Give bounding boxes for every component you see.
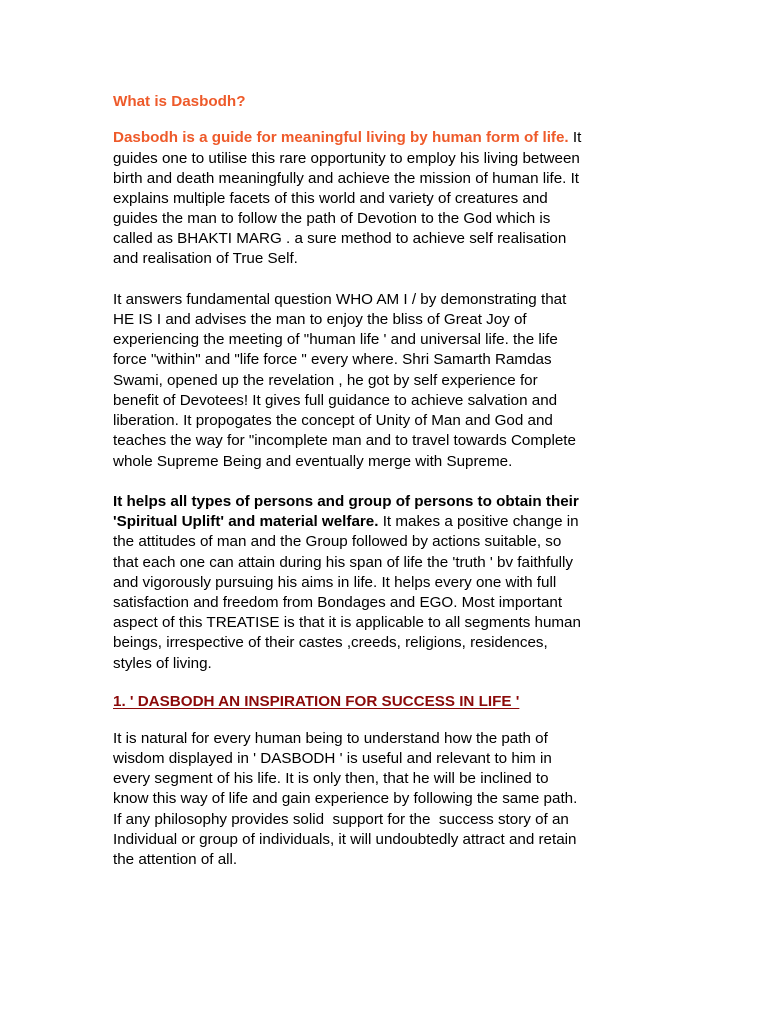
paragraph-4-line-4: know this way of life and gain experience by following the same path. <box>113 790 578 807</box>
paragraph-2-line-8: teaches the way for "incomplete man and to travel towards Complete <box>113 432 576 449</box>
paragraph-3-line-6: satisfaction and freedom from Bondages and EGO. Most important <box>113 594 563 611</box>
paragraph-4-line-3: every segment of his life. It is only then, that he will be inclined to <box>113 770 549 787</box>
paragraph-3-line-3: the attitudes of man and the Group followed by actions suitable, so <box>113 533 562 550</box>
paragraph-4-line-1: It is natural for every human being to understand how the path of <box>113 730 548 747</box>
paragraph-3-line-4: that each one can attain during his span of life the 'truth ' bv faithfully <box>113 554 574 571</box>
paragraph-2-line-3: experiencing the meeting of "human life ' and universal life. the life <box>113 331 558 348</box>
paragraph-1-lead-tail: It <box>568 129 582 146</box>
paragraph-1-line-6: called as BHAKTI MARG . a sure method to achieve self realisation <box>113 230 567 247</box>
paragraph-1-line-1 <box>113 128 581 148</box>
page-title: What is Dasbodh? <box>113 93 246 110</box>
section-1-heading[interactable]: 1. ' DASBODH AN INSPIRATION FOR SUCCESS IN LIFE ' <box>113 693 520 710</box>
paragraph-1-lead: Dasbodh is a guide for meaningful living by human form of life. <box>113 129 569 146</box>
paragraph-3-line-2 <box>113 512 579 532</box>
paragraph-1-line-4: explains multiple facets of this world and variety of creatures and <box>113 190 548 207</box>
paragraph-3-bold-phrase: 'Spiritual Uplift' and material welfare. <box>113 513 379 530</box>
paragraph-4-line-7: the attention of all. <box>113 851 238 868</box>
paragraph-2-line-4: force "within" and "life force " every where. Shri Samarth Ramdas <box>113 351 552 368</box>
paragraph-1-line-7: and realisation of True Self. <box>113 250 298 267</box>
paragraph-3-line-7: aspect of this TREATISE is that it is applicable to all segments human <box>113 614 581 631</box>
paragraph-3-line-5: and vigorously pursuing his aims in life. It helps every one with full <box>113 574 557 591</box>
paragraph-4-line-2: wisdom displayed in ' DASBODH ' is useful and relevant to him in <box>113 750 552 767</box>
paragraph-3-line-2-tail: It makes a positive change in <box>378 513 579 530</box>
paragraph-1-line-2: guides one to utilise this rare opportunity to employ his living between <box>113 150 580 167</box>
paragraph-3-line-9: styles of living. <box>113 655 212 672</box>
paragraph-2-line-9: whole Supreme Being and eventually merge with Supreme. <box>113 453 513 470</box>
paragraph-1-line-3: birth and death meaningfully and achieve the mission of human life. It <box>113 170 580 187</box>
paragraph-4-line-6: Individual or group of individuals, it will undoubtedly attract and retain <box>113 831 577 848</box>
paragraph-3-line-1: It helps all types of persons and group of persons to obtain their <box>113 493 579 510</box>
paragraph-2-line-5: Swami, opened up the revelation , he got by self experience for <box>113 372 538 389</box>
paragraph-2-line-6: benefit of Devotees! It gives full guidance to achieve salvation and <box>113 392 558 409</box>
paragraph-4-line-5: If any philosophy provides solid support for the success story of an <box>113 811 569 828</box>
paragraph-2-line-1: It answers fundamental question WHO AM I / by demonstrating that <box>113 291 567 308</box>
paragraph-1-line-5: guides the man to follow the path of Devotion to the God which is <box>113 210 551 227</box>
paragraph-3-line-8: beings, irrespective of their castes ,creeds, religions, residences, <box>113 634 548 651</box>
paragraph-2-line-7: liberation. It propogates the concept of Unity of Man and God and <box>113 412 553 429</box>
paragraph-2-line-2: HE IS I and advises the man to enjoy the bliss of Great Joy of <box>113 311 527 328</box>
